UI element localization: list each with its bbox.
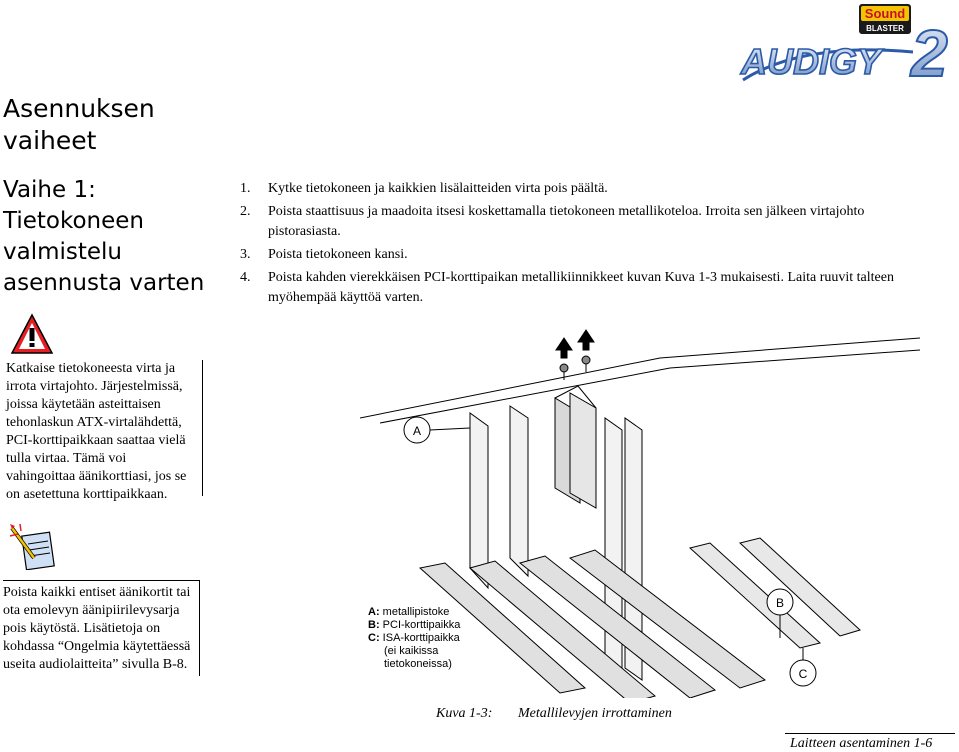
figure-label-a: A <box>412 424 422 438</box>
step-text: Poista staattisuus ja maadoita itsesi koskettamalla tietokoneen metallikoteloa. Irroita sen jälkeen virtajohto pistorasiasta. <box>268 204 865 239</box>
legend-item <box>368 645 508 658</box>
logo-sub: BLASTER <box>866 24 904 33</box>
page-footer: Laitteen asentaminen 1-6 <box>790 736 933 751</box>
legend-item <box>368 619 508 632</box>
logo-brand: Sound <box>864 6 906 21</box>
caption-number: Kuva 1-3: <box>436 706 493 721</box>
legend-text: (ei kaikissa <box>384 645 439 657</box>
section-title: Asennuksen vaiheet <box>3 94 155 155</box>
legend-key: C: <box>368 632 380 644</box>
legend-key: B: <box>368 619 380 631</box>
step-text: Poista kahden vierekkäisen PCI-korttipaikan metallikiinnikkeet kuvan Kuva 1-3 mukaisesti. Laita ruuvit talteen myöhempää käyttöä varten. <box>268 270 894 305</box>
step-text: Kytke tietokoneen ja kaikkien lisälaitteiden virta pois päältä. <box>268 181 608 196</box>
legend-text: metallipistoke <box>382 606 450 618</box>
step-number: 2. <box>240 204 251 219</box>
logo-number: 2 <box>911 16 948 86</box>
steps-list <box>240 179 940 311</box>
audigy2-logo <box>733 2 957 86</box>
step-text: Poista tietokoneen kansi. <box>268 247 408 262</box>
step-number: 1. <box>240 181 251 196</box>
note-box: Poista kaikki entiset äänikortit tai ota emolevyn äänipiirilevysarja pois käytöstä. Lisätietoja on kohdassa “Ongelmia käytettäessä useita audiolaitteita” sivulla B-8. <box>3 580 200 676</box>
step-title: Vaihe 1: Tietokoneen valmistelu asennusta varten <box>3 177 205 296</box>
figure-label-b: B <box>775 596 785 610</box>
step-item <box>240 268 940 308</box>
legend-item <box>368 632 508 645</box>
step-item <box>240 202 940 242</box>
legend-item <box>368 658 508 671</box>
legend-item <box>368 606 508 619</box>
warning-icon <box>10 313 54 355</box>
note-pencil-icon <box>8 522 56 570</box>
figure-label-c: C <box>798 667 808 681</box>
legend-text: tietokoneissa) <box>384 658 452 670</box>
figure-legend <box>368 606 508 671</box>
warning-box: Katkaise tietokoneesta virta ja irrota virtajohto. Järjestelmissä, joissa käytetään asteittaisen tehonlaskun ATX-virtalähdettä, PCI-korttipaikkaan saattaa vielä tulla virtaa. Tämä voi vahingoittaa äänikorttiasi, jos se on asetettuna korttipaikkaan. <box>6 360 203 496</box>
logo-product: AUDIGY <box>741 41 882 82</box>
legend-text: PCI-korttipaikka <box>382 619 461 631</box>
step-item <box>240 179 940 199</box>
legend-key: A: <box>368 606 380 618</box>
caption-text: Metallilevyjen irrottaminen <box>518 706 672 721</box>
legend-text: ISA-korttipaikka <box>382 632 460 644</box>
footer-divider <box>785 733 955 734</box>
figure-caption <box>436 706 672 722</box>
step-number: 3. <box>240 247 251 262</box>
step-number: 4. <box>240 270 251 285</box>
step-item <box>240 245 940 265</box>
